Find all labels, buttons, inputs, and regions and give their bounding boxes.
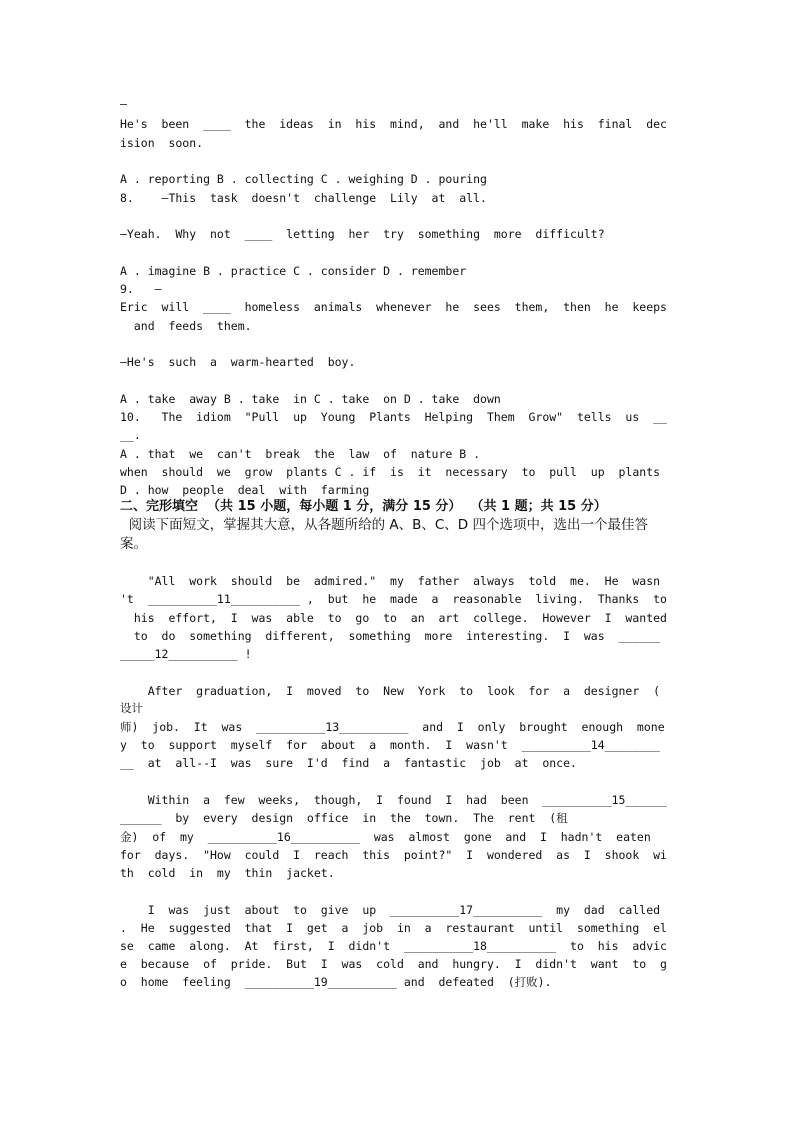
section-instruction-line2: 案。 xyxy=(120,536,147,552)
q10-option-d: D . how people deal with farming xyxy=(120,483,370,497)
passage-p3-line2: ______ by every design office in the town. The rent (租 xyxy=(120,811,568,825)
passage-p4-line3: se came along. At first, I didn't __________18__________ to his advic xyxy=(120,939,667,953)
q10-stem-line1: 10. The idiom "Pull up Young Plants Helping Them Grow" tells us __ xyxy=(120,410,667,424)
passage-p4-line1: I was just about to give up __________17__________ my dad called xyxy=(120,903,661,917)
q8-stem-line1: 8. —This task doesn't challenge Lily at all. xyxy=(120,191,487,205)
q8-options: A . imagine B . practice C . consider D . remember xyxy=(120,264,467,278)
passage-p1-line1: "All work should be admired." my father always told me. He wasn xyxy=(120,574,661,588)
passage-p3-line4: for days. "How could I reach this point?" I wondered as I shook wi xyxy=(120,848,667,862)
q8-stem-line2: —Yeah. Why not ____ letting her try something more difficult? xyxy=(120,227,605,241)
passage-p1-line5: _____12__________ ! xyxy=(120,647,252,661)
q7-stem-line2: ision soon. xyxy=(120,136,204,150)
q7-dash: — xyxy=(120,97,127,111)
q7-stem-line1: He's been ____ the ideas in his mind, and he'll make his final dec xyxy=(120,117,667,131)
q7-options: A . reporting B . collecting C . weighing D . pouring xyxy=(120,172,487,186)
passage-p1-line3: his effort, I was able to go to an art college. However I wanted xyxy=(120,611,667,625)
passage-p2-line4: y to support myself for about a month. I wasn't __________14________ xyxy=(120,738,661,752)
passage-p3-line3: 金) of my __________16__________ was almost gone and I hadn't eaten xyxy=(120,830,651,844)
passage-p3-line1: Within a few weeks, though, I found I had been __________15______ xyxy=(120,793,667,807)
passage-p4-line5: o home feeling __________19__________ and defeated (打败). xyxy=(120,975,552,989)
passage-p1-line2: 't __________11__________ , but he made a reasonable living. Thanks to xyxy=(120,592,667,606)
passage-p4-line2: . He suggested that I get a job in a restaurant until something el xyxy=(120,921,667,935)
q9-stem-line2: Eric will ____ homeless animals whenever he sees them, then he keeps xyxy=(120,300,667,314)
passage-p2-line5: __ at all--I was sure I'd find a fantastic job at once. xyxy=(120,756,577,770)
section-instruction-line1: 阅读下面短文，掌握其大意，从各题所给的 A、B、C、D 四个选项中，选出一个最佳答 xyxy=(120,517,648,533)
section-title: 二、完形填空 （共 15 小题，每小题 1 分，满分 15 分） （共 1 题；共 15 分） xyxy=(120,499,607,514)
q9-stem-line3: and feeds them. xyxy=(120,319,252,333)
passage-p3-line5: th cold in my thin jacket. xyxy=(120,866,335,880)
passage-p2-line2: 设计 xyxy=(120,701,143,715)
passage-p1-line4: to do something different, something more interesting. I was ______ xyxy=(120,629,661,643)
q9-options: A . take away B . take in C . take on D . take down xyxy=(120,392,501,406)
passage-p2-line1: After graduation, I moved to New York to look for a designer ( xyxy=(120,684,661,698)
q10-stem-line2: __. xyxy=(120,428,141,442)
q10-option-b-c: when should we grow plants C . if is it necessary to pull up plants xyxy=(120,465,661,479)
passage-p2-line3: 师) job. It was __________13__________ and I only brought enough mone xyxy=(120,720,665,734)
q9-stem-line4: —He's such a warm-hearted boy. xyxy=(120,355,356,369)
passage-p4-line4: e because of pride. But I was cold and hungry. I didn't want to g xyxy=(120,957,667,971)
q10-option-a: A . that we can't break the law of nature B . xyxy=(120,447,481,461)
q9-stem-line1: 9. — xyxy=(120,282,162,296)
